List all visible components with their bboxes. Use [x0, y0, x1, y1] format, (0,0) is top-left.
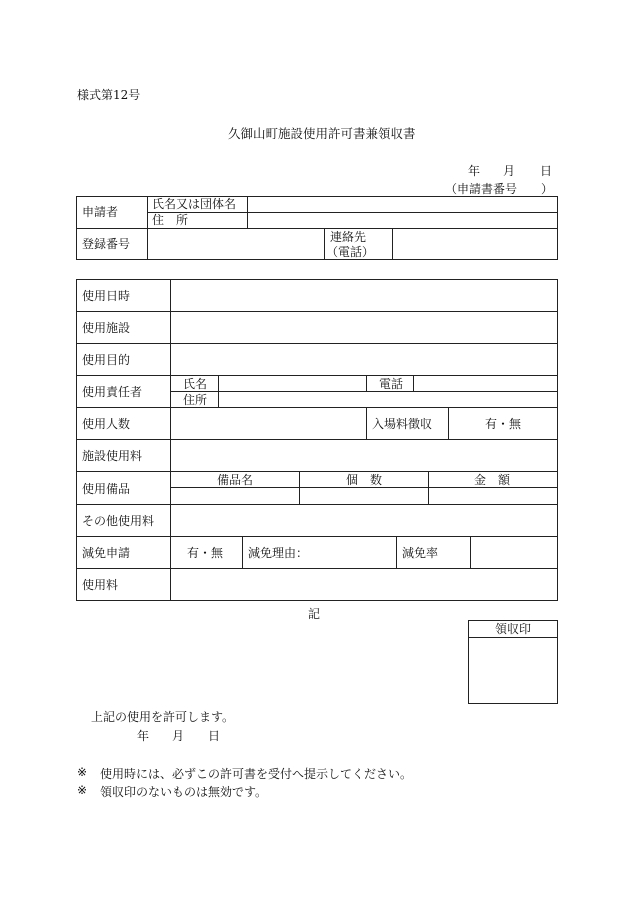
address-field[interactable] — [250, 213, 555, 227]
responsible-address-field[interactable] — [221, 393, 556, 406]
approval-text: 上記の使用を許可します。 — [91, 710, 235, 724]
phone-label: （電話） — [326, 245, 375, 259]
usage-fee-label: 使用料 — [82, 578, 119, 592]
equipment-amount-field[interactable] — [431, 489, 555, 503]
name-label: 氏名又は団体名 — [152, 197, 237, 211]
reduction-request-label: 減免申請 — [82, 546, 131, 560]
approval-day-label: 日 — [208, 729, 221, 743]
reduction-rate-label: 減免率 — [402, 546, 439, 560]
usage-purpose-label: 使用目的 — [82, 353, 131, 367]
reduction-rate-field[interactable] — [473, 539, 555, 566]
equipment-name-header: 備品名 — [217, 473, 254, 487]
receipt-stamp-label: 領収印 — [495, 622, 532, 636]
responsible-phone-field[interactable] — [416, 377, 556, 390]
equipment-label: 使用備品 — [82, 482, 131, 496]
responsible-label: 使用責任者 — [82, 385, 143, 399]
note-text: 使用時には、必ずこの許可書を受付へ提示してください。 — [100, 767, 413, 781]
name-field[interactable] — [250, 197, 555, 211]
reduction-reason-field[interactable] — [310, 539, 394, 566]
note-mark: ※ — [77, 765, 88, 779]
responsible-address-label: 住所 — [183, 393, 208, 407]
phone-field[interactable] — [395, 230, 555, 258]
usage-datetime-field[interactable] — [173, 282, 555, 309]
other-fee-field[interactable] — [173, 507, 555, 534]
usage-facility-label: 使用施設 — [82, 321, 131, 335]
approval-year-label: 年 — [137, 729, 150, 743]
date-day-label: 日 — [540, 164, 553, 178]
date-month-label: 月 — [503, 164, 516, 178]
address-label: 住 所 — [152, 213, 189, 227]
equipment-qty-header: 個 数 — [346, 473, 383, 487]
equipment-amount-header: 金 額 — [474, 473, 511, 487]
applicant-label: 申請者 — [82, 205, 119, 219]
admission-fee-label: 入場料徴収 — [372, 417, 433, 431]
equipment-qty-field[interactable] — [302, 489, 426, 503]
facility-fee-label: 施設使用料 — [82, 449, 143, 463]
facility-fee-field[interactable] — [173, 442, 555, 469]
usage-facility-field[interactable] — [173, 314, 555, 341]
headcount-field[interactable] — [173, 410, 364, 437]
registration-label: 登録番号 — [82, 237, 131, 251]
note-text: 領収印のないものは無効です。 — [100, 785, 268, 799]
usage-purpose-field[interactable] — [173, 346, 555, 373]
form-number: 様式第12号 — [77, 88, 141, 102]
ki-mark: 記 — [308, 607, 321, 621]
application-number-open: （申請書番号 — [445, 182, 518, 196]
reduction-reason-label: 減免理由： — [248, 546, 309, 560]
contact-label: 連絡先 — [330, 230, 367, 244]
registration-field[interactable] — [150, 230, 322, 258]
application-number-close: ） — [541, 182, 554, 196]
page-title: 久御山町施設使用許可書兼領収書 — [228, 126, 416, 141]
equipment-name-field[interactable] — [173, 489, 297, 503]
usage-datetime-label: 使用日時 — [82, 289, 131, 303]
headcount-label: 使用人数 — [82, 417, 131, 431]
other-fee-label: その他使用料 — [82, 514, 155, 528]
approval-month-label: 月 — [172, 729, 185, 743]
note-mark: ※ — [77, 783, 88, 797]
usage-fee-field[interactable] — [173, 571, 555, 598]
responsible-name-field[interactable] — [221, 377, 364, 390]
receipt-stamp-area[interactable] — [471, 640, 555, 701]
responsible-name-label: 氏名 — [183, 377, 208, 391]
admission-choice[interactable]: 有・無 — [485, 417, 522, 431]
responsible-phone-label: 電話 — [379, 377, 404, 391]
date-year-label: 年 — [468, 164, 481, 178]
reduction-choice[interactable]: 有・無 — [187, 546, 224, 560]
